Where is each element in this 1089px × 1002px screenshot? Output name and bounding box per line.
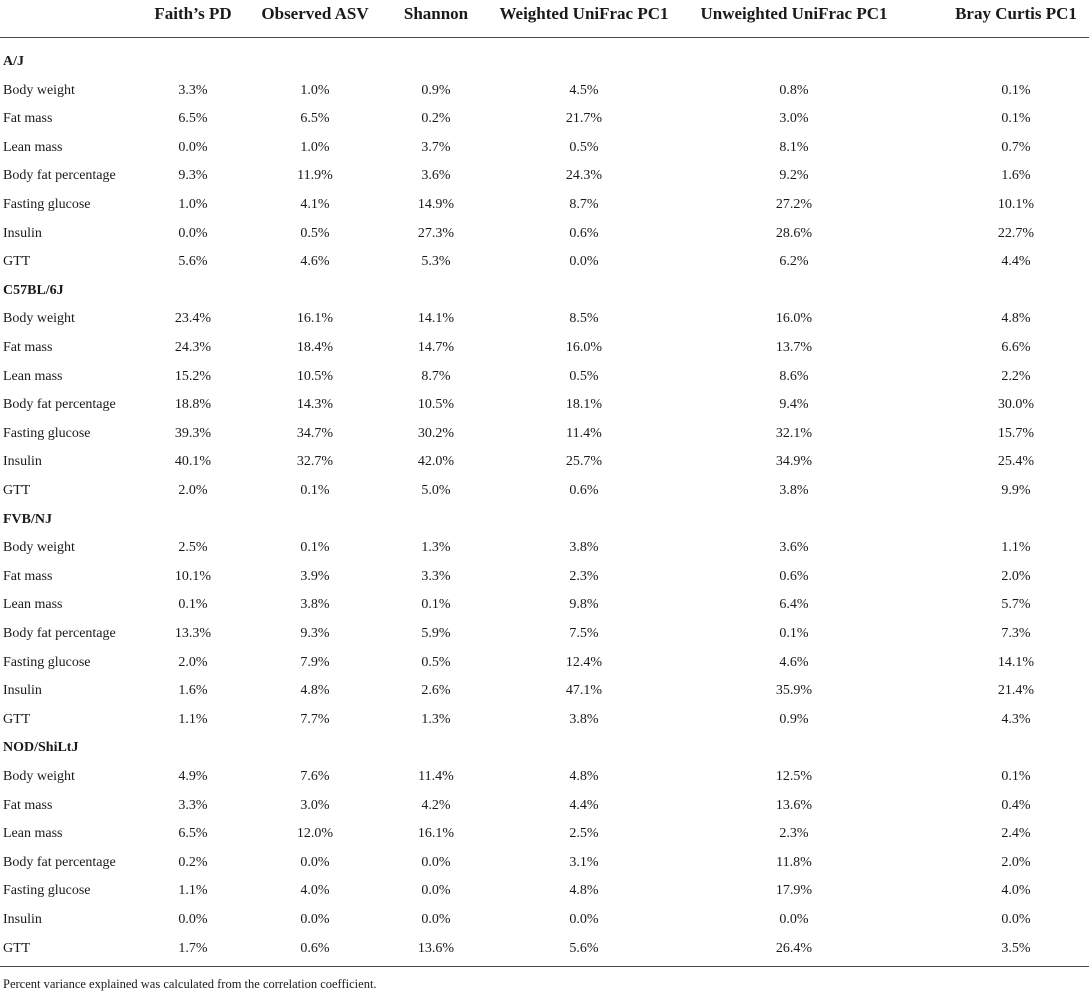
cell-weighted-unifrac-pc1: 24.3% [565, 168, 603, 184]
cell-weighted-unifrac-pc1: 5.6% [569, 940, 599, 956]
table-row [0, 391, 1089, 420]
cell-observed-asv: 12.0% [296, 826, 334, 842]
table-row [0, 849, 1089, 878]
cell-unweighted-unifrac-pc1: 2.3% [779, 826, 809, 842]
cell-faith-s-pd: 2.5% [178, 540, 208, 556]
cell-faith-s-pd: 6.5% [178, 111, 208, 127]
cell-bray-curtis-pc1: 0.1% [1001, 111, 1031, 127]
cell-bray-curtis-pc1: 1.6% [1001, 168, 1031, 184]
cell-weighted-unifrac-pc1: 0.0% [569, 254, 599, 270]
table-row [0, 248, 1089, 277]
group-row-nod-shiltj [0, 734, 1089, 763]
cell-weighted-unifrac-pc1: 8.7% [569, 197, 599, 212]
cell-unweighted-unifrac-pc1: 17.9% [775, 883, 813, 899]
cell-shannon: 2.6% [421, 683, 451, 699]
cell-observed-asv: 1.0% [300, 82, 330, 98]
cell-bray-curtis-pc1: 1.1% [1001, 540, 1031, 556]
cell-bray-curtis-pc1: 3.5% [1001, 940, 1031, 956]
cell-observed-asv: 4.0% [300, 883, 330, 899]
cell-faith-s-pd: 4.9% [178, 769, 208, 784]
group-row-c57bl-6j [0, 277, 1089, 306]
row-label: Fasting glucose [3, 654, 91, 670]
cell-shannon: 0.1% [421, 597, 451, 613]
cell-unweighted-unifrac-pc1: 28.6% [775, 225, 813, 241]
cell-faith-s-pd: 1.6% [178, 683, 208, 699]
cell-unweighted-unifrac-pc1: 0.6% [779, 568, 809, 584]
cell-bray-curtis-pc1: 2.0% [1001, 854, 1031, 870]
cell-bray-curtis-pc1: 21.4% [997, 683, 1035, 699]
row-label: Insulin [3, 912, 42, 927]
cell-shannon: 3.6% [421, 168, 451, 184]
header-rule [0, 37, 1089, 38]
table-row [0, 162, 1089, 191]
table-row [0, 534, 1089, 563]
table-row [0, 134, 1089, 163]
group-row-fvb-nj [0, 506, 1089, 535]
cell-faith-s-pd: 1.0% [178, 197, 208, 212]
cell-observed-asv: 14.3% [296, 397, 334, 413]
cell-weighted-unifrac-pc1: 8.5% [569, 311, 599, 327]
cell-shannon: 0.0% [421, 854, 451, 870]
row-label: Fat mass [3, 111, 53, 127]
cell-bray-curtis-pc1: 4.8% [1001, 311, 1031, 327]
cell-observed-asv: 9.3% [300, 626, 330, 641]
cell-unweighted-unifrac-pc1: 3.0% [779, 111, 809, 127]
cell-unweighted-unifrac-pc1: 0.1% [779, 626, 809, 641]
cell-unweighted-unifrac-pc1: 8.6% [779, 368, 809, 384]
cell-observed-asv: 0.1% [300, 540, 330, 556]
cell-shannon: 27.3% [417, 225, 455, 241]
cell-faith-s-pd: 3.3% [178, 82, 208, 98]
cell-faith-s-pd: 23.4% [174, 311, 212, 327]
row-label: Lean mass [3, 597, 63, 613]
table-row [0, 935, 1089, 964]
cell-weighted-unifrac-pc1: 0.6% [569, 225, 599, 241]
table-row [0, 677, 1089, 706]
cell-weighted-unifrac-pc1: 9.8% [569, 597, 599, 613]
cell-weighted-unifrac-pc1: 18.1% [565, 397, 603, 413]
bottom-rule [0, 966, 1089, 967]
table-row [0, 77, 1089, 106]
cell-weighted-unifrac-pc1: 4.8% [569, 769, 599, 784]
row-label: Body fat percentage [3, 854, 116, 870]
column-header-shannon: Shannon [403, 4, 469, 23]
row-label: Insulin [3, 225, 42, 241]
row-label: Body weight [3, 82, 75, 98]
cell-bray-curtis-pc1: 0.7% [1001, 139, 1031, 155]
cell-faith-s-pd: 1.1% [178, 711, 208, 727]
cell-shannon: 14.1% [417, 311, 455, 327]
cell-bray-curtis-pc1: 15.7% [997, 425, 1035, 441]
cell-unweighted-unifrac-pc1: 0.0% [779, 912, 809, 927]
cell-faith-s-pd: 2.0% [178, 654, 208, 670]
column-header-unweighted-unifrac-pc1: Unweighted UniFrac PC1 [700, 4, 888, 23]
table-row [0, 906, 1089, 935]
cell-observed-asv: 3.0% [300, 797, 330, 813]
table-row [0, 420, 1089, 449]
table-footnote: Percent variance explained was calculated from the correlation coefficient. [3, 977, 377, 991]
cell-observed-asv: 16.1% [296, 311, 334, 327]
cell-weighted-unifrac-pc1: 4.8% [569, 883, 599, 899]
cell-faith-s-pd: 18.8% [174, 397, 212, 413]
cell-bray-curtis-pc1: 22.7% [997, 225, 1035, 241]
table-row [0, 105, 1089, 134]
row-label: GTT [3, 940, 31, 956]
cell-bray-curtis-pc1: 2.2% [1001, 368, 1031, 384]
cell-bray-curtis-pc1: 9.9% [1001, 483, 1031, 498]
cell-shannon: 30.2% [417, 425, 455, 441]
row-label: Body fat percentage [3, 397, 116, 413]
group-row-a-j [0, 48, 1089, 77]
cell-bray-curtis-pc1: 0.0% [1001, 912, 1031, 927]
cell-unweighted-unifrac-pc1: 6.2% [779, 254, 809, 270]
table-row [0, 363, 1089, 392]
cell-shannon: 5.3% [421, 254, 451, 270]
cell-observed-asv: 3.8% [300, 597, 330, 613]
cell-bray-curtis-pc1: 2.0% [1001, 568, 1031, 584]
cell-observed-asv: 0.5% [300, 225, 330, 241]
row-label: GTT [3, 254, 31, 270]
cell-unweighted-unifrac-pc1: 35.9% [775, 683, 813, 699]
table-row [0, 792, 1089, 821]
table-header [0, 0, 1089, 34]
column-header-observed-asv: Observed ASV [261, 4, 369, 23]
group-label: C57BL/6J [3, 282, 64, 298]
cell-weighted-unifrac-pc1: 16.0% [565, 340, 603, 355]
row-label: Fasting glucose [3, 883, 91, 899]
cell-bray-curtis-pc1: 0.1% [1001, 769, 1031, 784]
column-header-bray-curtis-pc1: Bray Curtis PC1 [955, 4, 1077, 23]
cell-shannon: 3.7% [421, 139, 451, 155]
cell-observed-asv: 3.9% [300, 568, 330, 584]
cell-bray-curtis-pc1: 10.1% [997, 197, 1035, 212]
group-label: NOD/ShiLtJ [3, 740, 79, 756]
cell-unweighted-unifrac-pc1: 3.8% [779, 483, 809, 498]
cell-unweighted-unifrac-pc1: 0.8% [779, 82, 809, 98]
cell-weighted-unifrac-pc1: 0.6% [569, 483, 599, 498]
column-header-weighted-unifrac-pc1: Weighted UniFrac PC1 [499, 4, 669, 23]
cell-weighted-unifrac-pc1: 0.5% [569, 368, 599, 384]
row-label: Lean mass [3, 826, 63, 842]
cell-shannon: 13.6% [417, 940, 455, 956]
table-row [0, 191, 1089, 220]
row-label: Fasting glucose [3, 425, 91, 441]
cell-faith-s-pd: 5.6% [178, 254, 208, 270]
cell-observed-asv: 6.5% [300, 111, 330, 127]
cell-bray-curtis-pc1: 4.0% [1001, 883, 1031, 899]
cell-bray-curtis-pc1: 0.1% [1001, 82, 1031, 98]
cell-faith-s-pd: 0.0% [178, 225, 208, 241]
cell-observed-asv: 0.0% [300, 854, 330, 870]
cell-weighted-unifrac-pc1: 4.4% [569, 797, 599, 813]
cell-bray-curtis-pc1: 4.3% [1001, 711, 1031, 727]
row-label: Lean mass [3, 368, 63, 384]
cell-observed-asv: 4.6% [300, 254, 330, 270]
cell-bray-curtis-pc1: 6.6% [1001, 340, 1031, 355]
cell-unweighted-unifrac-pc1: 16.0% [775, 311, 813, 327]
cell-weighted-unifrac-pc1: 11.4% [566, 425, 602, 441]
cell-weighted-unifrac-pc1: 12.4% [565, 654, 603, 670]
cell-observed-asv: 4.1% [300, 197, 330, 212]
cell-faith-s-pd: 6.5% [178, 826, 208, 842]
cell-unweighted-unifrac-pc1: 4.6% [779, 654, 809, 670]
row-label: Insulin [3, 454, 42, 470]
cell-weighted-unifrac-pc1: 21.7% [565, 111, 603, 127]
row-label: Body weight [3, 311, 75, 327]
row-label: Body fat percentage [3, 626, 116, 641]
row-label: Insulin [3, 683, 42, 699]
table-row [0, 477, 1089, 506]
cell-faith-s-pd: 0.0% [178, 139, 208, 155]
cell-unweighted-unifrac-pc1: 3.6% [779, 540, 809, 556]
table-row [0, 820, 1089, 849]
cell-unweighted-unifrac-pc1: 9.2% [779, 168, 809, 184]
row-label: GTT [3, 711, 31, 727]
cell-unweighted-unifrac-pc1: 12.5% [775, 769, 813, 784]
table-row [0, 706, 1089, 735]
table-row [0, 591, 1089, 620]
table-row [0, 334, 1089, 363]
row-label: Body weight [3, 540, 75, 556]
table-row [0, 877, 1089, 906]
row-label: Body weight [3, 769, 75, 784]
cell-faith-s-pd: 0.1% [178, 597, 208, 613]
cell-bray-curtis-pc1: 5.7% [1001, 597, 1031, 613]
cell-bray-curtis-pc1: 7.3% [1001, 626, 1031, 641]
cell-unweighted-unifrac-pc1: 0.9% [779, 711, 809, 727]
cell-faith-s-pd: 2.0% [178, 483, 208, 498]
cell-observed-asv: 32.7% [296, 454, 334, 470]
cell-bray-curtis-pc1: 30.0% [997, 397, 1035, 413]
cell-shannon: 8.7% [421, 368, 451, 384]
cell-faith-s-pd: 0.0% [178, 912, 208, 927]
cell-shannon: 10.5% [417, 397, 455, 413]
cell-shannon: 14.7% [417, 340, 455, 355]
cell-shannon: 42.0% [417, 454, 455, 470]
cell-bray-curtis-pc1: 14.1% [997, 654, 1035, 670]
row-label: Fat mass [3, 568, 53, 584]
cell-observed-asv: 7.9% [300, 654, 330, 670]
table-row [0, 305, 1089, 334]
cell-unweighted-unifrac-pc1: 11.8% [776, 854, 812, 870]
cell-unweighted-unifrac-pc1: 13.7% [775, 340, 813, 355]
column-header-faith-s-pd: Faith’s PD [154, 4, 232, 23]
cell-unweighted-unifrac-pc1: 6.4% [779, 597, 809, 613]
cell-shannon: 16.1% [417, 826, 455, 842]
cell-shannon: 1.3% [421, 540, 451, 556]
cell-faith-s-pd: 10.1% [174, 568, 212, 584]
cell-observed-asv: 10.5% [296, 368, 334, 384]
cell-faith-s-pd: 15.2% [174, 368, 212, 384]
cell-unweighted-unifrac-pc1: 8.1% [779, 139, 809, 155]
row-label: Fat mass [3, 340, 53, 355]
cell-weighted-unifrac-pc1: 2.5% [569, 826, 599, 842]
cell-shannon: 0.0% [421, 912, 451, 927]
cell-observed-asv: 0.6% [300, 940, 330, 956]
cell-bray-curtis-pc1: 25.4% [997, 454, 1035, 470]
cell-observed-asv: 7.7% [300, 711, 330, 727]
table-row [0, 448, 1089, 477]
cell-shannon: 0.9% [421, 82, 451, 98]
cell-faith-s-pd: 0.2% [178, 854, 208, 870]
cell-shannon: 5.9% [421, 626, 451, 641]
cell-unweighted-unifrac-pc1: 13.6% [775, 797, 813, 813]
cell-unweighted-unifrac-pc1: 32.1% [775, 425, 813, 441]
row-label: Body fat percentage [3, 168, 116, 184]
cell-bray-curtis-pc1: 4.4% [1001, 254, 1031, 270]
cell-weighted-unifrac-pc1: 2.3% [569, 568, 599, 584]
cell-faith-s-pd: 3.3% [178, 797, 208, 813]
cell-shannon: 11.4% [418, 769, 454, 784]
cell-unweighted-unifrac-pc1: 27.2% [775, 197, 813, 212]
table-row [0, 563, 1089, 592]
cell-weighted-unifrac-pc1: 0.5% [569, 139, 599, 155]
row-label: GTT [3, 483, 31, 498]
cell-shannon: 3.3% [421, 568, 451, 584]
cell-observed-asv: 18.4% [296, 340, 334, 355]
cell-shannon: 5.0% [421, 483, 451, 498]
cell-unweighted-unifrac-pc1: 34.9% [775, 454, 813, 470]
cell-faith-s-pd: 13.3% [174, 626, 212, 641]
cell-observed-asv: 7.6% [300, 769, 330, 784]
cell-weighted-unifrac-pc1: 47.1% [565, 683, 603, 699]
cell-observed-asv: 1.0% [300, 139, 330, 155]
cell-shannon: 14.9% [417, 197, 455, 212]
cell-bray-curtis-pc1: 0.4% [1001, 797, 1031, 813]
cell-faith-s-pd: 9.3% [178, 168, 208, 184]
cell-weighted-unifrac-pc1: 7.5% [569, 626, 599, 641]
cell-faith-s-pd: 24.3% [174, 340, 212, 355]
cell-unweighted-unifrac-pc1: 9.4% [779, 397, 809, 413]
cell-faith-s-pd: 40.1% [174, 454, 212, 470]
table-row [0, 620, 1089, 649]
cell-observed-asv: 34.7% [296, 425, 334, 441]
cell-weighted-unifrac-pc1: 25.7% [565, 454, 603, 470]
cell-bray-curtis-pc1: 2.4% [1001, 826, 1031, 842]
cell-observed-asv: 11.9% [297, 168, 333, 184]
row-label: Fat mass [3, 797, 53, 813]
cell-unweighted-unifrac-pc1: 26.4% [775, 940, 813, 956]
group-label: FVB/NJ [3, 511, 52, 527]
cell-observed-asv: 0.0% [300, 912, 330, 927]
cell-faith-s-pd: 1.1% [178, 883, 208, 899]
cell-faith-s-pd: 1.7% [178, 940, 208, 956]
cell-faith-s-pd: 39.3% [174, 425, 212, 441]
cell-shannon: 4.2% [421, 797, 451, 813]
cell-shannon: 0.2% [421, 111, 451, 127]
cell-observed-asv: 4.8% [300, 683, 330, 699]
cell-weighted-unifrac-pc1: 3.8% [569, 540, 599, 556]
cell-observed-asv: 0.1% [300, 483, 330, 498]
cell-weighted-unifrac-pc1: 4.5% [569, 82, 599, 98]
table-row [0, 763, 1089, 792]
cell-weighted-unifrac-pc1: 0.0% [569, 912, 599, 927]
cell-weighted-unifrac-pc1: 3.8% [569, 711, 599, 727]
cell-shannon: 1.3% [421, 711, 451, 727]
cell-shannon: 0.5% [421, 654, 451, 670]
table-row [0, 649, 1089, 678]
group-label: A/J [3, 54, 24, 69]
cell-weighted-unifrac-pc1: 3.1% [569, 854, 599, 870]
cell-shannon: 0.0% [421, 883, 451, 899]
row-label: Lean mass [3, 139, 63, 155]
table-row [0, 220, 1089, 249]
row-label: Fasting glucose [3, 197, 91, 212]
